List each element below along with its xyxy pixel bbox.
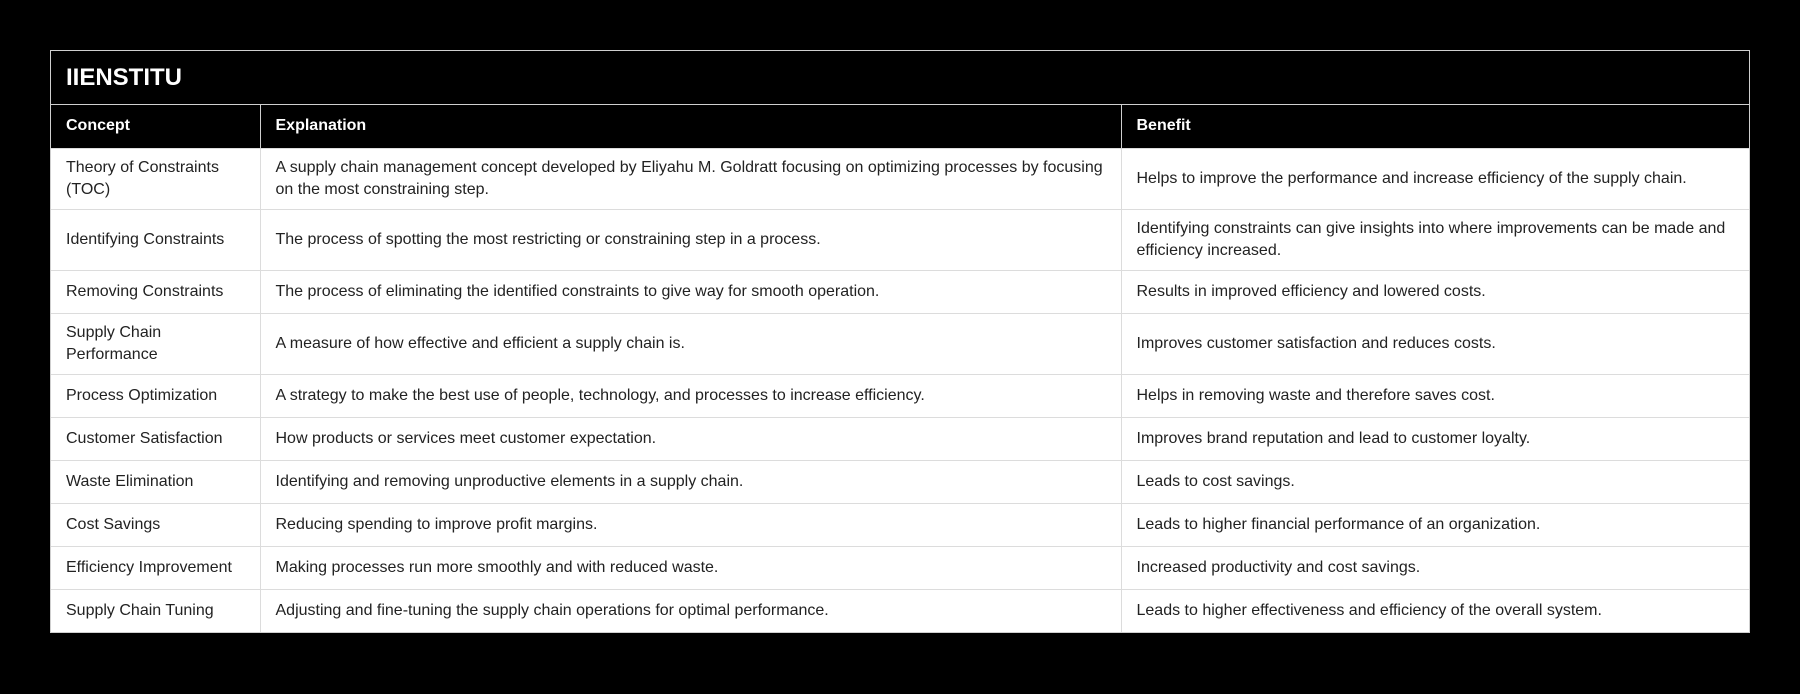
table-row (51, 589, 1749, 632)
explanation-cell: The process of spotting the most restricting or constraining step in a process. (260, 209, 1121, 270)
concept-cell: Cost Savings (51, 503, 260, 546)
benefit-cell: Leads to cost savings. (1121, 460, 1749, 503)
benefit-cell: Results in improved efficiency and lowered costs. (1121, 270, 1749, 313)
explanation-cell: Identifying and removing unproductive elements in a supply chain. (260, 460, 1121, 503)
concept-table (51, 105, 1749, 632)
explanation-cell: The process of eliminating the identified constraints to give way for smooth operation. (260, 270, 1121, 313)
table-row (51, 209, 1749, 270)
header-row (51, 105, 1749, 148)
concept-cell: Waste Elimination (51, 460, 260, 503)
benefit-cell: Improves customer satisfaction and reduces costs. (1121, 313, 1749, 374)
benefit-cell: Improves brand reputation and lead to customer loyalty. (1121, 417, 1749, 460)
column-header-explanation: Explanation (260, 105, 1121, 148)
column-header-concept: Concept (51, 105, 260, 148)
table-title: IIENSTITU (51, 51, 1749, 105)
benefit-cell: Leads to higher effectiveness and efficiency of the overall system. (1121, 589, 1749, 632)
table-row (51, 270, 1749, 313)
concept-table-card (50, 50, 1750, 633)
explanation-cell: A strategy to make the best use of people, technology, and processes to increase efficiency. (260, 374, 1121, 417)
benefit-cell: Leads to higher financial performance of an organization. (1121, 503, 1749, 546)
table-row (51, 374, 1749, 417)
concept-cell: Efficiency Improvement (51, 546, 260, 589)
concept-cell: Theory of Constraints (TOC) (51, 148, 260, 209)
explanation-cell: How products or services meet customer expectation. (260, 417, 1121, 460)
concept-cell: Customer Satisfaction (51, 417, 260, 460)
table-row (51, 313, 1749, 374)
explanation-cell: A supply chain management concept developed by Eliyahu M. Goldratt focusing on optimizing processes by focusing on the most constraining step. (260, 148, 1121, 209)
table-row (51, 417, 1749, 460)
table-row (51, 546, 1749, 589)
concept-cell: Process Optimization (51, 374, 260, 417)
explanation-cell: A measure of how effective and efficient a supply chain is. (260, 313, 1121, 374)
concept-cell: Supply Chain Performance (51, 313, 260, 374)
explanation-cell: Adjusting and fine-tuning the supply chain operations for optimal performance. (260, 589, 1121, 632)
concept-cell: Identifying Constraints (51, 209, 260, 270)
table-row (51, 148, 1749, 209)
explanation-cell: Making processes run more smoothly and with reduced waste. (260, 546, 1121, 589)
benefit-cell: Helps in removing waste and therefore saves cost. (1121, 374, 1749, 417)
concept-cell: Removing Constraints (51, 270, 260, 313)
table-row (51, 460, 1749, 503)
benefit-cell: Increased productivity and cost savings. (1121, 546, 1749, 589)
benefit-cell: Identifying constraints can give insights into where improvements can be made and efficiency increased. (1121, 209, 1749, 270)
concept-cell: Supply Chain Tuning (51, 589, 260, 632)
column-header-benefit: Benefit (1121, 105, 1749, 148)
explanation-cell: Reducing spending to improve profit margins. (260, 503, 1121, 546)
benefit-cell: Helps to improve the performance and increase efficiency of the supply chain. (1121, 148, 1749, 209)
table-row (51, 503, 1749, 546)
